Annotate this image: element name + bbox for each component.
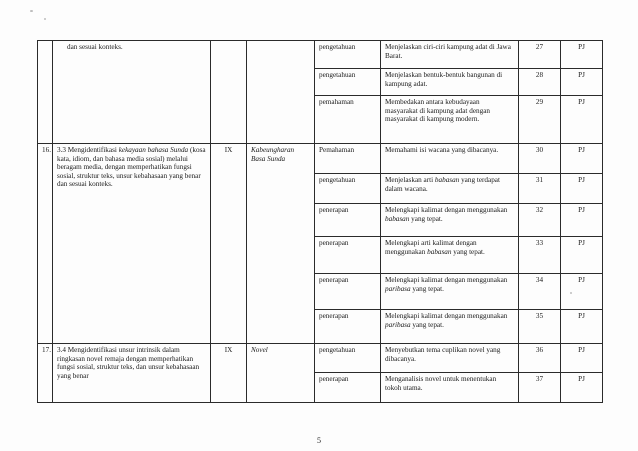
cell-bentuk-soal: PJ: [561, 204, 603, 237]
cell-level: penerapan: [315, 373, 381, 403]
cell-bentuk-soal: PJ: [561, 69, 603, 96]
cell-indikator: Menjelaskan arti babasan yang terdapat dalam wacana.: [381, 174, 519, 204]
kisi-kisi-table: [37, 40, 603, 403]
table-row: [38, 344, 603, 373]
cell-no: [38, 41, 53, 144]
cell-level: pemahaman: [315, 96, 381, 144]
cell-kompetensi: 3.3 Mengidentifikasi kekayaan bahasa Sunda (kosa kata, idiom, dan bahasa media sosial) melalui beragam media, dengan memperhatikan fungsi sosial, struktur teks, unsur kebahasaan yang benar dan sesuai konteks.: [53, 144, 211, 344]
cell-level: penerapan: [315, 274, 381, 310]
cell-kelas: IX: [211, 144, 247, 344]
cell-level: pengetahuan: [315, 69, 381, 96]
cell-nomor-soal: 29: [519, 96, 561, 144]
page-number: 5: [317, 436, 321, 445]
cell-nomor-soal: 35: [519, 310, 561, 344]
cell-materi: Novel: [247, 344, 315, 403]
cell-indikator: Melengkapi kalimat dengan menggunakan paribasa yang tepat.: [381, 310, 519, 344]
cell-bentuk-soal: PJ: [561, 237, 603, 274]
cell-bentuk-soal: PJ: [561, 344, 603, 373]
cell-level: Pemahaman: [315, 144, 381, 174]
cell-nomor-soal: 34: [519, 274, 561, 310]
cell-level: penerapan: [315, 310, 381, 344]
cell-kompetensi: dan sesuai konteks.: [53, 41, 211, 144]
cell-level: pengetahuan: [315, 41, 381, 69]
table-row: [38, 144, 603, 174]
cell-bentuk-soal: PJ: [561, 174, 603, 204]
cell-bentuk-soal: PJ: [561, 274, 603, 310]
cell-level: penerapan: [315, 237, 381, 274]
cell-indikator: Membedakan antara kebudayaan masyarakat di kampung adat dengan masyarakat di kampung modern.: [381, 96, 519, 144]
cell-nomor-soal: 32: [519, 204, 561, 237]
cell-kompetensi: 3.4 Mengidentifikasi unsur intrinsik dalam ringkasan novel remaja dengan memperhatikan fungsi sosial, struktur teks, dan unsur kebahasaan yang benar: [53, 344, 211, 403]
cell-level: penerapan: [315, 204, 381, 237]
cell-indikator: Menganalisis novel untuk menentukan tokoh utama.: [381, 373, 519, 403]
cell-indikator: Menjelaskan ciri-ciri kampung adat di Jawa Barat.: [381, 41, 519, 69]
cell-nomor-soal: 37: [519, 373, 561, 403]
cell-nomor-soal: 27: [519, 41, 561, 69]
cell-indikator: Melengkapi kalimat dengan menggunakan babasan yang tepat.: [381, 204, 519, 237]
cell-kelas: IX: [211, 344, 247, 403]
cell-materi: [247, 41, 315, 144]
cell-no: 16.: [38, 144, 53, 344]
cell-bentuk-soal: PJ: [561, 96, 603, 144]
cell-indikator: Melengkapi kalimat dengan menggunakan paribasa yang tepat.: [381, 274, 519, 310]
cell-level: pengetahuan: [315, 174, 381, 204]
cell-bentuk-soal: PJ: [561, 41, 603, 69]
cell-nomor-soal: 33: [519, 237, 561, 274]
table-row: [38, 41, 603, 69]
cell-bentuk-soal: PJ: [561, 310, 603, 344]
cell-level: pengetahuan: [315, 344, 381, 373]
cell-indikator: Menjelaskan bentuk-bentuk bangunan di kampung adat.: [381, 69, 519, 96]
cell-nomor-soal: 36: [519, 344, 561, 373]
cell-no: 17.: [38, 344, 53, 403]
scan-speck: [30, 10, 33, 12]
cell-kelas: [211, 41, 247, 144]
cell-nomor-soal: 31: [519, 174, 561, 204]
cell-indikator: Menyebutkan tema cuplikan novel yang dibacanya.: [381, 344, 519, 373]
cell-indikator: Melengkapi arti kalimat dengan menggunakan babasan yang tepat.: [381, 237, 519, 274]
cell-materi: Kabeungharan Basa Sunda: [247, 144, 315, 344]
cell-bentuk-soal: PJ: [561, 373, 603, 403]
scan-speck: [44, 18, 46, 20]
cell-nomor-soal: 28: [519, 69, 561, 96]
cell-indikator: Memahami isi wacana yang dibacanya.: [381, 144, 519, 174]
cell-nomor-soal: 30: [519, 144, 561, 174]
cell-bentuk-soal: PJ: [561, 144, 603, 174]
